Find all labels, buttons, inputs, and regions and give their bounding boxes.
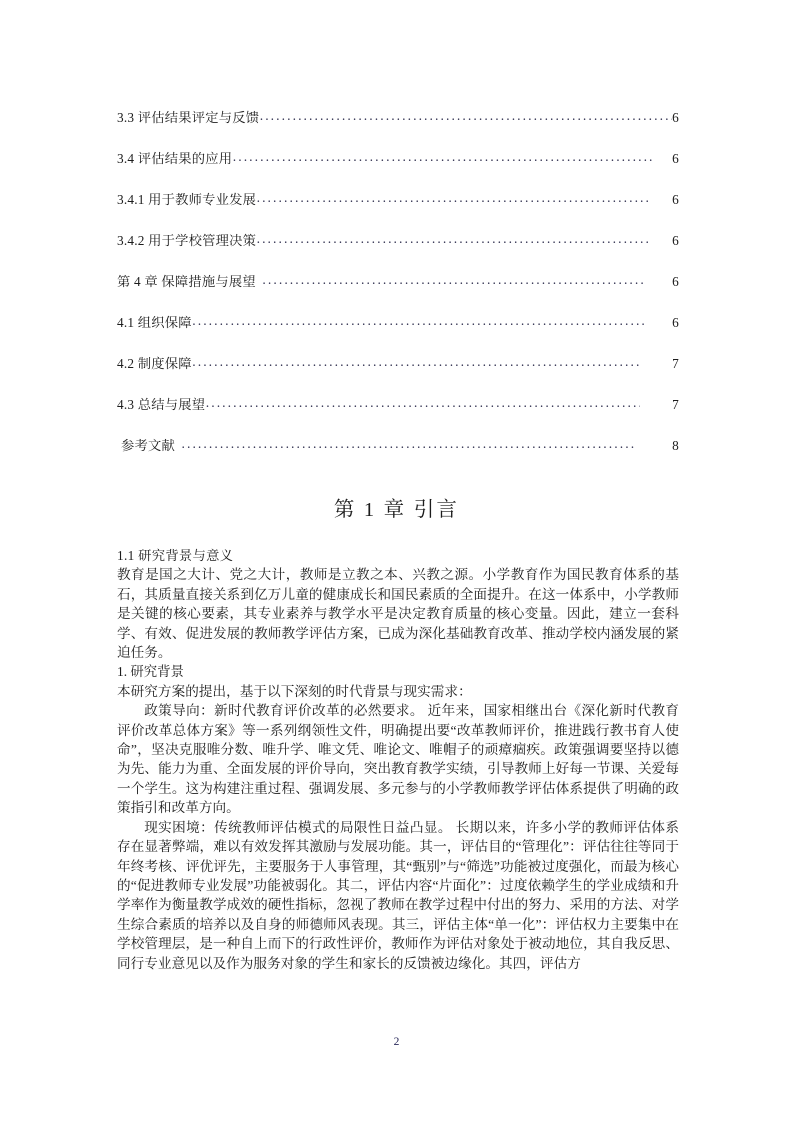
body-content	[117, 546, 679, 973]
toc-entry[interactable]	[117, 149, 679, 169]
toc-entry-references[interactable]	[121, 436, 679, 456]
chapter-heading: 第 1 章 引言	[333, 499, 460, 521]
subsection-heading-background: 1. 研究背景	[117, 664, 184, 680]
toc-entry[interactable]	[117, 354, 679, 374]
toc-leader-dots	[192, 318, 644, 331]
toc-entry[interactable]	[117, 313, 679, 333]
toc-entry-label: 4.2 制度保障	[117, 356, 192, 371]
toc-entry[interactable]	[117, 108, 679, 128]
toc-entry-label: 3.4.1 用于教师专业发展	[117, 192, 257, 207]
toc-leader-dots	[259, 113, 672, 126]
toc-entry-label: 3.4.2 用于学校管理决策	[117, 233, 257, 248]
reality-dilemma-paragraph: 现实困境：传统教师评估模式的局限性日益凸显。 长期以来，许多小学的教师评估体系存在显著弊端，难以有效发挥其激励与发展功能。其一，评估目的“管理化”：评估往往等同于年终考核、评优评先，主要服务于人事管理，其“甄别”与“筛选”功能被过度强化，而最为核心的“促进教师专业发展”功能被弱化。其二，评估内容“片面化”：过度依赖学生的学业成绩和升学率作为衡量教学成效的硬性指标，忽视了教师在教学过程中付出的努力、采用的方法、对学生综合素质的培养以及自身的师德师风表现。其三，评估主体“单一化”：评估权力主要集中在学校管理层，是一种自上而下的行政性评价，教师作为评估对象处于被动地位，其自我反思、同行专业意见以及作为服务对象的学生和家长的反馈被边缘化。其四，评估方	[117, 819, 679, 971]
page-number: 2	[393, 1036, 400, 1048]
toc-entry-page: 6	[672, 315, 679, 330]
toc-entry-label: 4.1 组织保障	[117, 315, 192, 330]
toc-entry-label: 3.4 评估结果的应用	[117, 151, 233, 166]
policy-orientation-paragraph: 政策导向：新时代教育评价改革的必然要求。 近年来，国家相继出台《深化新时代教育评价改革总体方案》等一系列纲领性文件，明确提出要“改革教师评价，推进践行教书育人使命”，坚决克服唯分数、唯升学、唯文凭、唯论文、唯帽子的顽瘴痼疾。政策强调要坚持以德为先、能力为重、全面发展的评价导向，突出教育教学实绩，引导教师上好每一节课、关爱每一个学生。这为构建注重过程、强调发展、多元参与的小学教师教学评估体系提供了明确的政策指引和改革方向。	[117, 703, 679, 816]
table-of-contents	[117, 108, 679, 477]
toc-entry-page: 6	[672, 110, 679, 125]
background-lead-paragraph: 本研究方案的提出，基于以下深刻的时代背景与现实需求：	[117, 683, 472, 699]
section-1-1-paragraph: 教育是国之大计、党之大计，教师是立教之本、兴教之源。小学教育作为国民教育体系的基石，其质量直接关系到亿万儿童的健康成长和国民素质的全面提升。在这一体系中，小学教师是关键的核心要素，其专业素养与教学水平是决定教育质量的核心变量。因此，建立一套科学、有效、促进发展的教师教学评估方案，已成为深化基础教育改革、推动学校内涵发展的紧迫任务。	[117, 567, 679, 661]
toc-entry-label: 4.3 总结与展望	[117, 397, 206, 412]
toc-leader-dots	[256, 236, 648, 249]
section-heading-1-1: 1.1 研究背景与意义	[117, 548, 234, 563]
toc-entry-page: 7	[672, 356, 679, 371]
toc-entry-page: 8	[672, 438, 679, 453]
toc-entry-label: 第 4 章 保障措施与展望	[117, 274, 256, 289]
toc-leader-dots	[256, 195, 648, 208]
toc-entry-page: 6	[672, 151, 679, 166]
toc-entry[interactable]	[117, 190, 679, 210]
toc-entry-page: 6	[672, 233, 679, 248]
toc-entry-label: 3.3 评估结果评定与反馈	[117, 110, 260, 125]
toc-entry-label: 参考文献	[121, 438, 175, 453]
toc-leader-dots	[192, 359, 640, 372]
toc-entry-chapter[interactable]	[117, 272, 679, 292]
toc-entry-page: 6	[672, 274, 679, 289]
toc-leader-dots	[262, 277, 644, 290]
toc-leader-dots	[181, 441, 636, 454]
toc-leader-dots	[232, 154, 652, 167]
toc-leader-dots	[205, 400, 640, 413]
toc-entry[interactable]	[117, 231, 679, 251]
toc-entry-page: 7	[672, 397, 679, 412]
toc-entry[interactable]	[117, 395, 679, 415]
toc-entry-page: 6	[672, 192, 679, 207]
